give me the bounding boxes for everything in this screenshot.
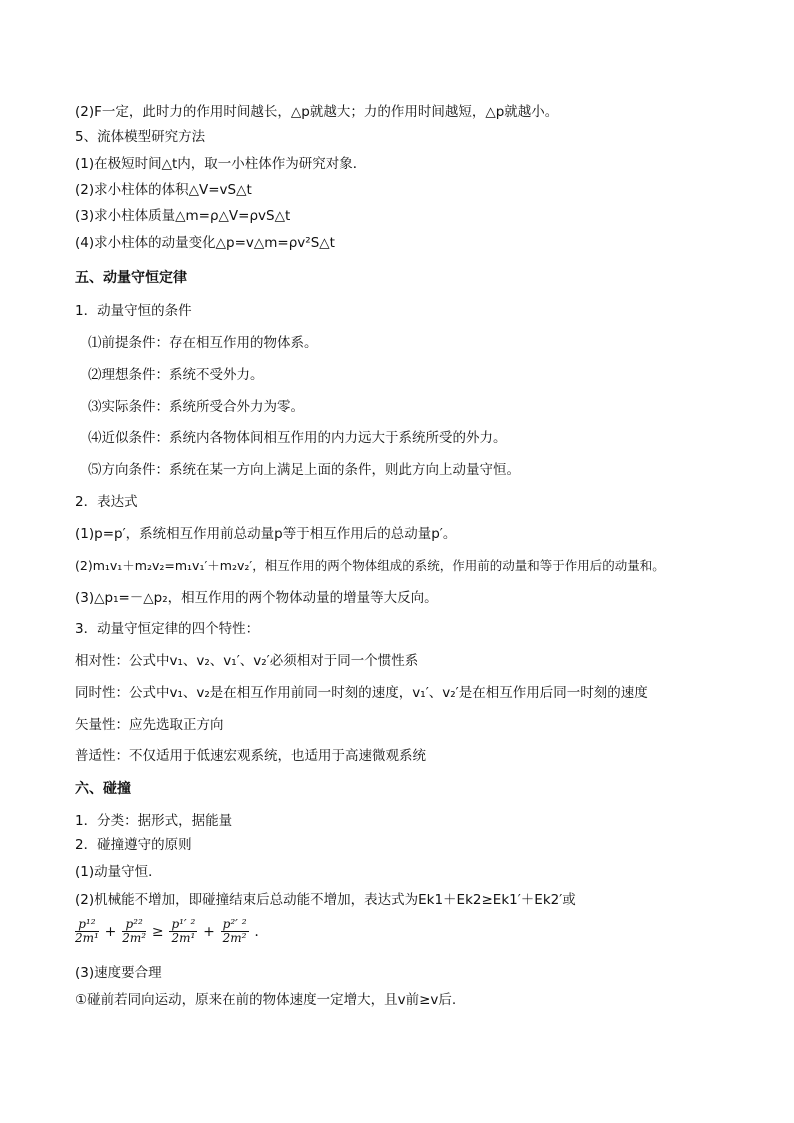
- text-line: 3．动量守恒定律的四个特性：: [75, 621, 260, 637]
- text-line: (2)F一定，此时力的作用时间越长，△p就越大；力的作用时间越短，△p就越小。: [75, 104, 559, 120]
- text-line: 5、流体模型研究方法: [75, 129, 206, 145]
- text-line: (2)求小柱体的体积△V=vS△t: [75, 182, 252, 198]
- text-line: (1)在极短时间△t内，取一小柱体作为研究对象．: [75, 156, 367, 172]
- energy-inequality-formula: [75, 918, 261, 945]
- text-line: ⑸方向条件：系统在某一方向上满足上面的条件，则此方向上动量守恒。: [88, 462, 520, 478]
- text-line: (2)m₁v₁＋m₂v₂=m₁v₁′＋m₂v₂′，相互作用的两个物体组成的系统，作用前的动量和等于作用后的动量和。: [75, 558, 665, 573]
- plus-sign: +: [104, 923, 117, 940]
- numerator: p¹²: [75, 918, 99, 932]
- text-line: 1．分类：据形式，据能量: [75, 813, 233, 829]
- text-line: ⑶实际条件：系统所受合外力为零。: [88, 399, 304, 415]
- ge-sign: ≥: [151, 923, 164, 940]
- text-line: 2．碰撞遵守的原则: [75, 837, 192, 853]
- text-line: 相对性：公式中v₁、v₂、v₁′、v₂′必须相对于同一个惯性系: [75, 653, 419, 669]
- text-line: (2)机械能不增加，即碰撞结束后总动能不增加，表达式为Ek1＋Ek2≥Ek1′＋Ek2′或: [75, 892, 576, 908]
- text-line: (4)求小柱体的动量变化△p=v△m=ρv²S△t: [75, 235, 335, 251]
- text-line: 2．表达式: [75, 494, 138, 510]
- text-line: (3)速度要合理: [75, 965, 162, 981]
- plus-sign: +: [203, 923, 215, 940]
- section-heading: 五、动量守恒定律: [75, 270, 187, 286]
- numerator: p²²: [122, 918, 146, 932]
- text-line: ⑵理想条件：系统不受外力。: [88, 367, 264, 383]
- text-line: (1)p=p′，系统相互作用前总动量p等于相互作用后的总动量p′。: [75, 526, 457, 542]
- text-line: (1)动量守恒．: [75, 864, 162, 880]
- text-line: ⑷近似条件：系统内各物体间相互作用的内力远大于系统所受的外力。: [88, 430, 507, 446]
- period: .: [254, 923, 259, 940]
- text-line: ①碰前若同向运动，原来在前的物体速度一定增大，且v前≥v后.: [75, 992, 457, 1008]
- numerator: p²′ ²: [222, 917, 247, 931]
- text-line: 1．动量守恒的条件: [75, 303, 192, 319]
- denominator: 2m¹: [171, 931, 196, 945]
- text-line: (3)求小柱体质量△m=ρ△V=ρvS△t: [75, 208, 291, 224]
- fraction-4: [221, 918, 249, 945]
- text-line: ⑴前提条件：存在相互作用的物体系。: [88, 335, 318, 351]
- section-heading: 六、碰撞: [75, 781, 131, 797]
- fraction-1: [75, 918, 99, 945]
- fraction-2: [122, 918, 146, 945]
- denominator: 2m²: [122, 931, 147, 945]
- text-line: (3)△p₁=－△p₂，相互作用的两个物体动量的增量等大反向。: [75, 590, 438, 606]
- numerator: p¹′ ²: [171, 917, 196, 931]
- text-line: 普适性：不仅适用于低速宏观系统，也适用于高速微观系统: [75, 748, 426, 764]
- text-line: 矢量性：应先选取正方向: [75, 717, 224, 733]
- denominator: 2m¹: [75, 931, 99, 945]
- text-line: 同时性：公式中v₁、v₂是在相互作用前同一时刻的速度，v₁′、v₂′是在相互作用后同一时刻的速度: [75, 685, 648, 701]
- fraction-3: [169, 918, 197, 945]
- denominator: 2m²: [222, 931, 247, 945]
